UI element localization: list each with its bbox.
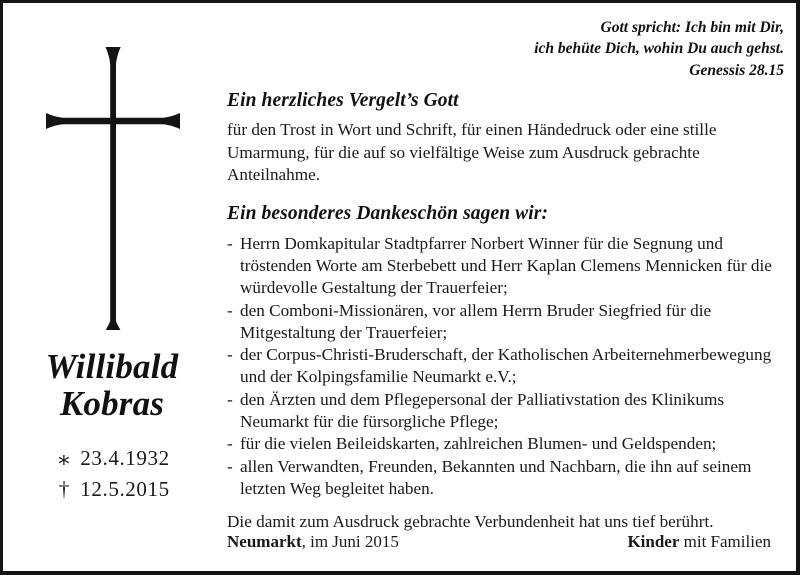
memorial-left-column [3,3,221,571]
death-date-value: 12.5.2015 [80,477,170,502]
scripture-line-2: ich behüte Dich, wohin Du auch gehst. [534,40,784,58]
memorial-body [227,89,793,533]
thanks-list-item [227,344,793,389]
thanks-list [227,233,793,500]
thanks-list-item-text: allen Verwandten, Freunden, Bekannten und Nachbarn, die ihn auf seinem letzten Weg begleitet haben. [240,456,752,498]
thanks-list-item [227,456,793,501]
deceased-last-name: Kobras [59,384,165,424]
thanks-list-item-text: den Ärzten und dem Pflegepersonal der Palliativstation des Klinikums Neumarkt für die fürsorgliche Pflege; [240,389,725,431]
death-date-row [54,474,169,504]
signature-place: Neumarkt [227,532,302,551]
thanks-list-item-text: der Corpus-Christi-Bruderschaft, der Katholischen Arbeiternehmerbewegung und der Kolpingsfamilie Neumarkt e.V.; [240,345,772,387]
scripture-reference: Genessis 28.15 [689,61,784,79]
birth-date-row [54,442,169,474]
thanks-list-item-text: den Comboni-Missionären, vor allem Herrn Bruder Siegfried für die Mitgestaltung der Trauerfeier; [240,300,712,342]
thanks-list-item [227,389,793,434]
thanks-heading-primary: Ein herzliches Vergelt’s Gott [227,90,459,111]
scripture-quote [534,17,784,81]
list-dash-marker: - [227,300,233,320]
thanks-intro-paragraph: für den Trost in Wort und Schrift, für einen Händedruck oder eine stille Umarmung, für die auf so vielfältige Weise zum Ausdruck gebrachte Anteilnahme. [227,120,717,185]
memorial-right-column [221,3,796,571]
list-dash-marker: - [227,233,233,253]
list-dash-marker: - [227,389,233,409]
cross-icon [33,35,193,330]
list-dash-marker: - [227,456,233,476]
thanks-list-item-text: für die vielen Beileidskarten, zahlreichen Blumen- und Geldspenden; [240,434,717,454]
signature-place-date [227,531,399,552]
signature-family-bold: Kinder [627,532,680,551]
signature-date: , im Juni 2015 [301,532,399,551]
closing-line: Die damit zum Ausdruck gebrachte Verbundenheit hat uns tief berührt. [227,512,714,532]
list-dash-marker: - [227,434,233,454]
deceased-identity [3,348,221,505]
birth-star-icon: ∗ [56,447,73,473]
deceased-first-name: Willibald [45,347,179,386]
thanks-list-item [227,433,793,455]
thanks-list-item [227,300,793,345]
list-dash-marker: - [227,345,233,365]
scripture-line-1: Gott spricht: Ich bin mit Dir, [600,19,784,36]
thanks-list-item [227,233,793,300]
death-dagger-icon: † [58,477,70,502]
birth-date-value: 23.4.1932 [80,446,170,471]
signature-family [627,531,797,552]
signature-row [227,531,797,552]
deceased-dates [54,442,169,504]
thanks-heading-secondary: Ein besonderes Dankeschön sagen wir: [227,203,549,225]
signature-family-rest: mit Familien [679,532,771,551]
thanks-list-item-text: Herrn Domkapitular Stadtpfarrer Norbert Winner für die Segnung und tröstenden Worte am Sterbebett und Herr Kaplan Clemens Mennicken für die würdevolle Gestaltung der Trauerfeier; [240,233,772,298]
